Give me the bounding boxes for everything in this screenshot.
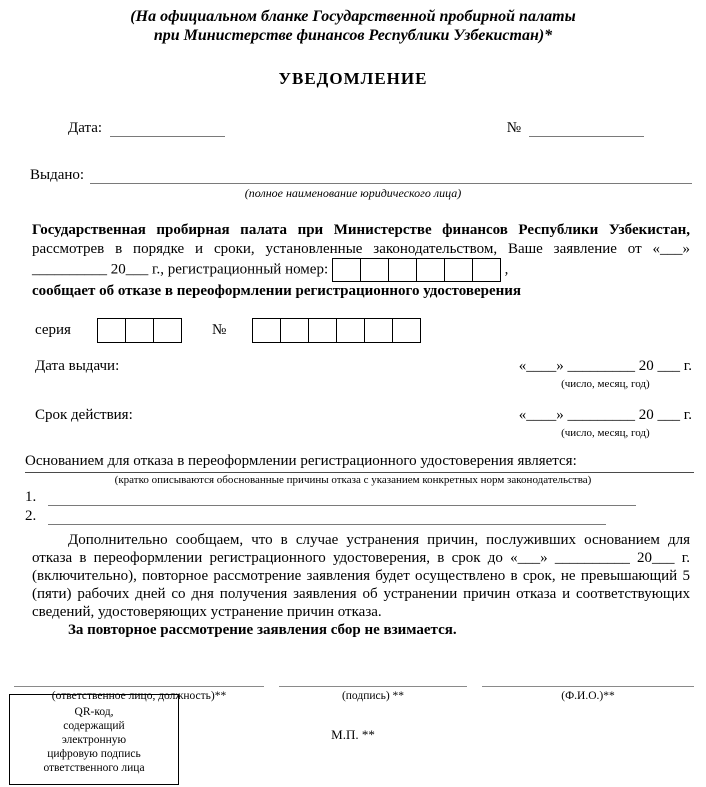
issued-caption: (полное наименование юридического лица) [244, 186, 462, 200]
issue-date-template[interactable]: «____» _________ 20 ___ г. [518, 357, 692, 374]
reg-number-cell[interactable] [360, 258, 389, 282]
refusal-reason-row [25, 453, 694, 473]
series-number-cell[interactable] [336, 318, 365, 343]
qr-box-line: ответственного лица [43, 761, 145, 774]
reg-number-cell[interactable] [388, 258, 417, 282]
reason-item-1-number: 1. [25, 488, 37, 505]
series-number-cell[interactable] [392, 318, 421, 343]
signature-caption-official: (ответственное лицо, должность)** [51, 689, 227, 702]
reason-item-2-number: 2. [25, 507, 37, 524]
date-blank-line[interactable] [110, 121, 225, 137]
main-paragraph [32, 221, 690, 301]
main-paragraph-comma: , [500, 261, 509, 278]
series-number-cell[interactable] [364, 318, 393, 343]
main-paragraph-bold-intro: Государственная пробирная палата при Министерстве финансов Республики Узбекистан, [32, 222, 690, 238]
reason-item-2 [25, 509, 706, 525]
refusal-reason-caption: (кратко описываются обоснованные причины отказа с указанием конкретных норм законодательства) [114, 473, 592, 486]
date-number-row [68, 120, 644, 137]
reason-item-1-blank[interactable] [48, 491, 636, 506]
refusal-reason-blank[interactable] [577, 453, 694, 470]
issue-date-label: Дата выдачи: [35, 357, 120, 374]
signature-line-name[interactable] [482, 685, 694, 687]
reg-number-cell[interactable] [332, 258, 361, 282]
reason-item-1 [25, 490, 706, 506]
letterhead-note [0, 0, 706, 45]
reg-number-cell[interactable] [472, 258, 501, 282]
issue-date-template-block [519, 358, 692, 392]
series-cell[interactable] [97, 318, 126, 343]
date-field [68, 120, 225, 137]
document-title: УВЕДОМЛЕНИЕ [278, 69, 428, 88]
validity-row [35, 407, 692, 441]
signature-line-official[interactable] [14, 685, 264, 687]
reg-number-cell[interactable] [416, 258, 445, 282]
issue-date-caption: (число, месяц, год) [561, 377, 650, 390]
series-number-cell[interactable] [280, 318, 309, 343]
series-cell[interactable] [153, 318, 182, 343]
series-cell[interactable] [125, 318, 154, 343]
qr-box-line: QR-код, [74, 705, 114, 718]
signature-block-signature [279, 685, 467, 703]
additional-info-paragraph: Дополнительно сообщаем, что в случае устранения причин, послуживших основанием для отказа в переоформлении регистрационного удостоверения, в срок до «___» __________ 20___ г. (включительно), повторное рассмотрение заявления будет осуществлено в срок, не превышающий 5 (пяти) рабочих дней со дня получения заявления об устранении причин отказа и соответствующих сведений, удостоверяющих устранение причин отказа. [32, 531, 690, 620]
reg-number-boxes[interactable] [332, 258, 501, 282]
signature-line-signature[interactable] [279, 685, 467, 687]
series-label: серия [35, 321, 71, 338]
series-number-boxes[interactable] [252, 318, 421, 343]
validity-caption: (число, месяц, год) [561, 426, 650, 439]
issued-row [30, 167, 692, 184]
number-field [507, 120, 644, 137]
signature-block-name [482, 685, 694, 703]
qr-code-box [9, 694, 179, 785]
qr-box-line: цифровую подпись [47, 747, 141, 760]
series-number-cell[interactable] [308, 318, 337, 343]
date-label: Дата: [68, 120, 103, 136]
qr-box-line: электронную [61, 733, 127, 746]
validity-template-block [519, 407, 692, 441]
no-fee-bold-text: За повторное рассмотрение заявления сбор не взимается [68, 621, 453, 638]
issued-label: Выдано: [30, 167, 85, 183]
refusal-statement: сообщает об отказе в переоформлении регистрационного удостоверения [32, 283, 522, 299]
no-fee-period: . [452, 621, 457, 638]
number-label: № [506, 120, 521, 136]
reg-number-cell[interactable] [444, 258, 473, 282]
no-fee-statement [32, 621, 690, 639]
number-blank-line[interactable] [529, 121, 644, 137]
signature-caption-name: (Ф.И.О.)** [561, 689, 615, 702]
main-paragraph-body: рассмотрев в порядке и сроки, установленные законодательством, Ваше заявление от «___» __________ 20___ г., регистрационный номер: [32, 240, 690, 278]
letterhead-note-line2: при Министерстве финансов Республики Узбекистан)* [153, 27, 553, 44]
issued-blank-line[interactable] [90, 168, 692, 184]
series-row [35, 318, 706, 343]
refusal-reason-label: Основанием для отказа в переоформлении регистрационного удостоверения является: [25, 452, 577, 469]
series-boxes[interactable] [97, 318, 182, 343]
validity-template[interactable]: «____» _________ 20 ___ г. [518, 406, 692, 423]
stamp-placeholder: М.П. ** [331, 726, 375, 742]
qr-box-line: содержащий [63, 719, 125, 732]
series-number-label: № [211, 321, 227, 338]
reason-item-2-blank[interactable] [48, 510, 606, 525]
issue-date-row [35, 358, 692, 392]
letterhead-note-line1: (На официальном бланке Государственной пробирной палаты [130, 8, 576, 25]
validity-label: Срок действия: [35, 406, 133, 423]
series-number-cell[interactable] [252, 318, 281, 343]
signature-caption-signature: (подпись) ** [341, 689, 405, 702]
